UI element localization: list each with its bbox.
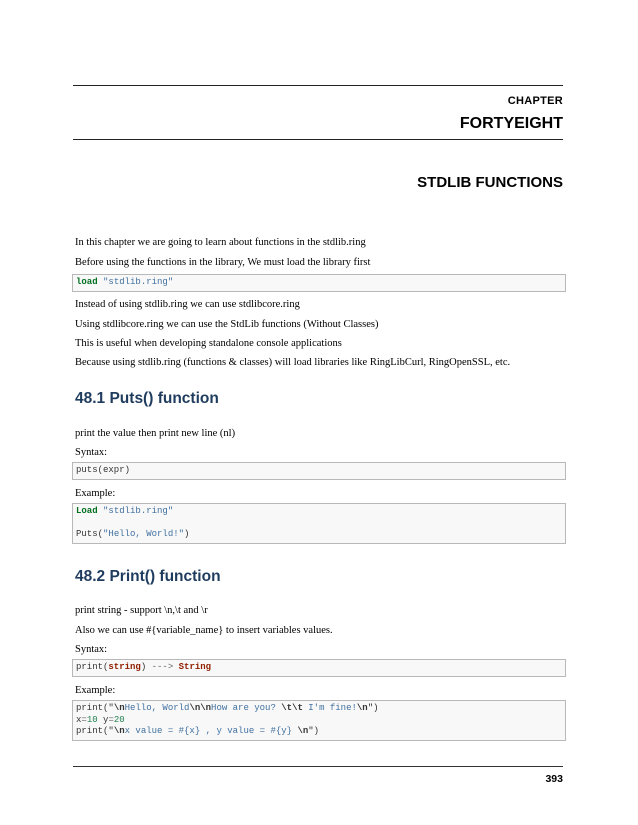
intro-paragraph-4: Using stdlibcore.ring we can use the StdLib functions (Without Classes) [75,319,379,330]
code-text: y [97,714,109,725]
code-escape: \n [113,703,125,713]
code-operator: ---> [151,662,174,672]
load-code-block [72,274,566,292]
code-string: "Hello, World!" [103,529,185,539]
code-text: puts(expr) [76,465,131,475]
code-escape: \t\t [281,703,303,713]
code-text: print(" [76,726,114,736]
code-text: Puts( [76,529,104,539]
puts-syntax-code [72,462,566,480]
code-keyword: Load [76,506,98,516]
code-string: I'm fine! [302,703,357,713]
print-description-2: Also we can use #{variable_name} to insert variables values. [75,625,333,636]
code-operator: = [81,714,87,725]
code-string: "stdlib.ring" [103,506,174,516]
puts-description: print the value then print new line (nl) [75,428,236,439]
puts-example-label: Example: [75,488,116,499]
code-keyword: load [76,277,98,287]
chapter-label: CHAPTER [507,95,563,107]
print-syntax-code [72,659,566,677]
code-text: print(" [76,703,114,713]
intro-paragraph-6: Because using stdlib.ring (functions & classes) will load libraries like RingLibCurl, RingOpenSSL, etc. [75,357,511,368]
print-example-code [72,700,566,741]
code-text: x [76,714,82,725]
code-type: string [108,662,141,672]
puts-syntax-label: Syntax: [75,447,108,458]
code-escape: \n\n [189,703,212,713]
intro-paragraph-3: Instead of using stdlib.ring we can use stdlibcore.ring [75,299,300,310]
page-number: 393 [545,773,563,785]
code-type: String [178,662,212,672]
code-operator: = [108,714,114,725]
footer-rule [73,766,563,767]
chapter-number: FORTYEIGHT [459,115,563,132]
chapter-top-rule [73,85,563,86]
intro-paragraph-1: In this chapter we are going to learn about functions in the stdlib.ring [75,237,366,248]
code-text: ") [308,726,320,736]
section-heading-print: 48.2 Print() function [75,568,221,585]
code-escape: \n [113,726,125,736]
print-example-label: Example: [75,685,116,696]
section-heading-puts: 48.1 Puts() function [75,390,219,407]
code-text: ) [184,529,190,539]
code-escape: \n [297,726,309,736]
code-string: Hello, World [124,703,190,713]
code-text: print( [76,662,109,672]
code-string: x value = #{x} , y value = #{y} [124,726,298,736]
code-string: "stdlib.ring" [103,277,174,287]
puts-example-code [72,503,566,544]
intro-paragraph-5: This is useful when developing standalone console applications [75,338,342,349]
print-syntax-label: Syntax: [75,644,108,655]
code-number: 10 [86,714,98,725]
code-escape: \n [356,703,368,713]
print-description-1: print string - support \n,\t and \r [75,605,208,616]
code-text: ") [367,703,379,713]
chapter-title: STDLIB FUNCTIONS [417,174,563,191]
code-text: ) [140,662,152,672]
chapter-bottom-rule [73,139,563,140]
code-number: 20 [113,714,125,725]
code-string: How are you? [211,703,282,713]
intro-paragraph-2: Before using the functions in the library, We must load the library first [75,257,371,268]
